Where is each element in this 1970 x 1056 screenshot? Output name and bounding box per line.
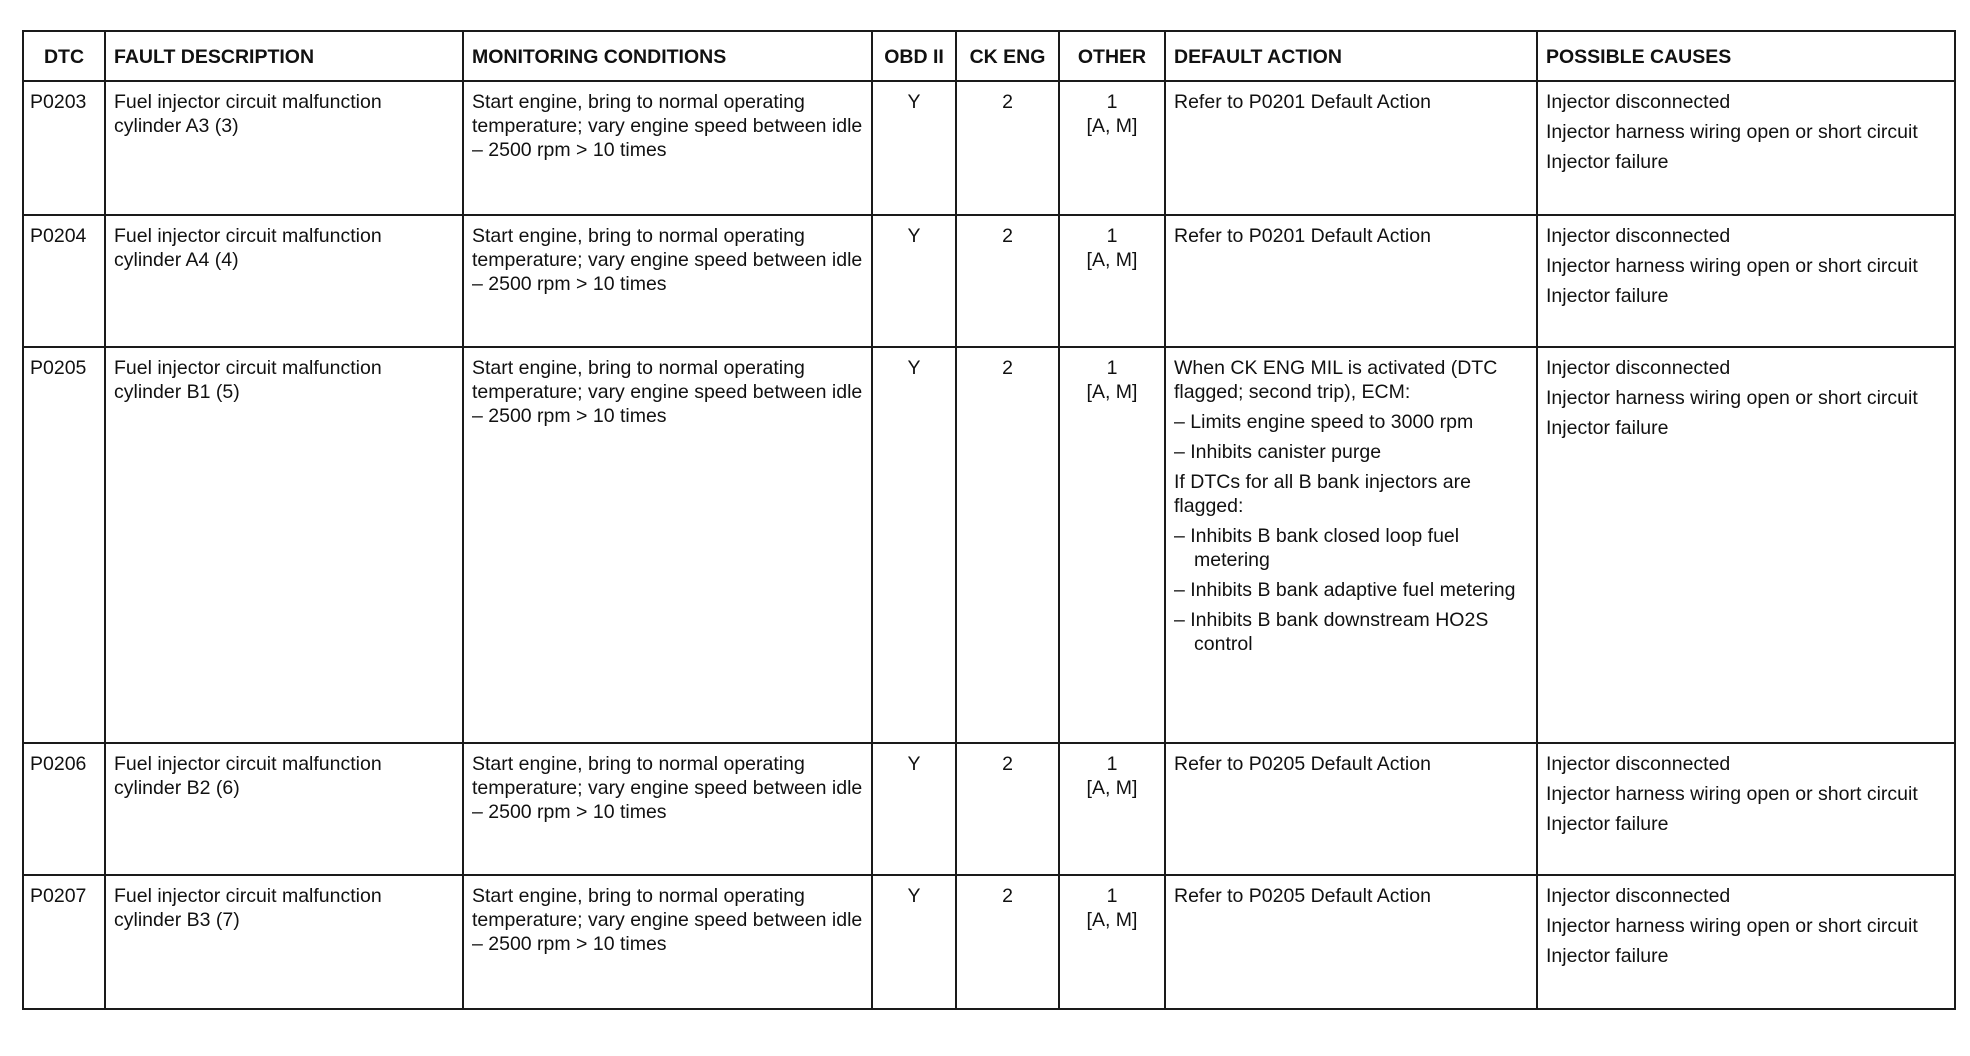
other-number: 1 (1106, 753, 1118, 775)
other-codes: [A, M] (1086, 909, 1138, 931)
obd2-cell (872, 215, 956, 347)
ck-eng-cell (956, 215, 1059, 347)
fault-description: Fuel injector circuit malfunction cylinder B1 (5) (114, 357, 382, 403)
monitoring-conditions: Start engine, bring to normal operating temperature; vary engine speed between idle – 2500 rpm > 10 times (472, 91, 863, 161)
monitoring-conditions: Start engine, bring to normal operating temperature; vary engine speed between idle – 2500 rpm > 10 times (472, 753, 863, 823)
monitoring-conditions-cell (463, 81, 872, 215)
header-dtc: DTC (23, 31, 105, 81)
obd2-value: Y (907, 357, 921, 379)
fault-description: Fuel injector circuit malfunction cylinder B2 (6) (114, 753, 382, 799)
other-cell (1059, 81, 1165, 215)
monitoring-conditions: Start engine, bring to normal operating temperature; vary engine speed between idle – 2500 rpm > 10 times (472, 885, 863, 955)
possible-cause-item: Injector failure (1546, 151, 1669, 173)
other-cell (1059, 347, 1165, 743)
ck-eng-value: 2 (1002, 91, 1013, 113)
possible-causes-cell (1537, 347, 1955, 743)
possible-cause-item: Injector disconnected (1546, 357, 1731, 379)
other-codes: [A, M] (1086, 115, 1138, 137)
fault-description-cell (105, 81, 463, 215)
monitoring-conditions: Start engine, bring to normal operating temperature; vary engine speed between idle – 2500 rpm > 10 times (472, 225, 863, 295)
monitoring-conditions-cell (463, 215, 872, 347)
default-action-text: Refer to P0205 Default Action (1174, 753, 1431, 775)
header-fault-description: FAULT DESCRIPTION (105, 31, 463, 81)
default-action-bullet: – Inhibits canister purge (1174, 441, 1382, 463)
possible-causes-cell (1537, 215, 1955, 347)
dtc-cell (23, 743, 105, 875)
monitoring-conditions-cell (463, 743, 872, 875)
table-row (23, 743, 1955, 875)
possible-cause-item: Injector failure (1546, 945, 1669, 967)
other-number: 1 (1106, 885, 1118, 907)
possible-causes-cell (1537, 875, 1955, 1009)
other-number: 1 (1106, 91, 1118, 113)
dtc-cell (23, 875, 105, 1009)
ck-eng-cell (956, 743, 1059, 875)
table-row (23, 81, 1955, 215)
ck-eng-value: 2 (1002, 357, 1013, 379)
obd2-cell (872, 875, 956, 1009)
possible-causes-cell (1537, 743, 1955, 875)
possible-cause-item: Injector harness wiring open or short circuit (1546, 255, 1918, 277)
obd2-value: Y (907, 225, 921, 247)
table-body (23, 81, 1955, 1009)
obd2-value: Y (907, 91, 921, 113)
possible-cause-item: Injector harness wiring open or short circuit (1546, 783, 1918, 805)
table-row (23, 875, 1955, 1009)
default-action-text: Refer to P0201 Default Action (1174, 91, 1431, 113)
default-action-text: Refer to P0201 Default Action (1174, 225, 1431, 247)
table-row (23, 215, 1955, 347)
dtc-code: P0204 (30, 225, 87, 247)
other-codes: [A, M] (1086, 777, 1138, 799)
default-action-cell (1165, 347, 1537, 743)
possible-cause-item: Injector harness wiring open or short circuit (1546, 387, 1918, 409)
possible-cause-item: Injector harness wiring open or short circuit (1546, 915, 1918, 937)
possible-cause-item: Injector disconnected (1546, 885, 1731, 907)
fault-description: Fuel injector circuit malfunction cylinder A3 (3) (114, 91, 382, 137)
default-action-bullet: – Inhibits B bank closed loop fuel metering (1174, 525, 1460, 571)
other-codes: [A, M] (1086, 381, 1138, 403)
default-action-text: When CK ENG MIL is activated (DTC flagged; second trip), ECM: (1174, 357, 1498, 403)
ck-eng-value: 2 (1002, 885, 1013, 907)
header-monitoring-conditions: MONITORING CONDITIONS (463, 31, 872, 81)
other-cell (1059, 875, 1165, 1009)
default-action-bullet: – Inhibits B bank downstream HO2S control (1174, 609, 1489, 655)
other-number: 1 (1106, 357, 1118, 379)
possible-causes-cell (1537, 81, 1955, 215)
monitoring-conditions-cell (463, 347, 872, 743)
possible-cause-item: Injector failure (1546, 285, 1669, 307)
obd2-cell (872, 743, 956, 875)
ck-eng-cell (956, 81, 1059, 215)
fault-description: Fuel injector circuit malfunction cylinder A4 (4) (114, 225, 382, 271)
dtc-cell (23, 215, 105, 347)
header-default-action: DEFAULT ACTION (1165, 31, 1537, 81)
possible-cause-item: Injector disconnected (1546, 91, 1731, 113)
monitoring-conditions-cell (463, 875, 872, 1009)
dtc-code: P0206 (30, 753, 87, 775)
header-other: OTHER (1059, 31, 1165, 81)
other-number: 1 (1106, 225, 1118, 247)
monitoring-conditions: Start engine, bring to normal operating temperature; vary engine speed between idle – 2500 rpm > 10 times (472, 357, 863, 427)
header-possible-causes: POSSIBLE CAUSES (1537, 31, 1955, 81)
header-ck-eng: CK ENG (956, 31, 1059, 81)
dtc-code: P0203 (30, 91, 87, 113)
ck-eng-cell (956, 347, 1059, 743)
fault-description-cell (105, 743, 463, 875)
table-header-row (23, 31, 1955, 81)
default-action-text: Refer to P0205 Default Action (1174, 885, 1431, 907)
fault-description-cell (105, 875, 463, 1009)
obd2-cell (872, 347, 956, 743)
default-action-text: If DTCs for all B bank injectors are flagged: (1174, 471, 1471, 517)
table-row (23, 347, 1955, 743)
obd2-value: Y (907, 885, 921, 907)
default-action-bullet: – Limits engine speed to 3000 rpm (1174, 411, 1474, 433)
default-action-cell (1165, 743, 1537, 875)
possible-cause-item: Injector harness wiring open or short circuit (1546, 121, 1918, 143)
dtc-cell (23, 81, 105, 215)
fault-description: Fuel injector circuit malfunction cylinder B3 (7) (114, 885, 382, 931)
ck-eng-value: 2 (1002, 753, 1013, 775)
other-cell (1059, 743, 1165, 875)
ck-eng-value: 2 (1002, 225, 1013, 247)
possible-cause-item: Injector disconnected (1546, 753, 1731, 775)
fault-description-cell (105, 215, 463, 347)
dtc-cell (23, 347, 105, 743)
other-codes: [A, M] (1086, 249, 1138, 271)
dtc-table (22, 30, 1956, 1010)
default-action-cell (1165, 875, 1537, 1009)
other-cell (1059, 215, 1165, 347)
possible-cause-item: Injector failure (1546, 417, 1669, 439)
obd2-value: Y (907, 753, 921, 775)
default-action-bullet: – Inhibits B bank adaptive fuel metering (1174, 579, 1516, 601)
header-obd2: OBD II (872, 31, 956, 81)
possible-cause-item: Injector disconnected (1546, 225, 1731, 247)
dtc-code: P0205 (30, 357, 87, 379)
default-action-cell (1165, 81, 1537, 215)
dtc-code: P0207 (30, 885, 87, 907)
fault-description-cell (105, 347, 463, 743)
default-action-cell (1165, 215, 1537, 347)
possible-cause-item: Injector failure (1546, 813, 1669, 835)
obd2-cell (872, 81, 956, 215)
ck-eng-cell (956, 875, 1059, 1009)
